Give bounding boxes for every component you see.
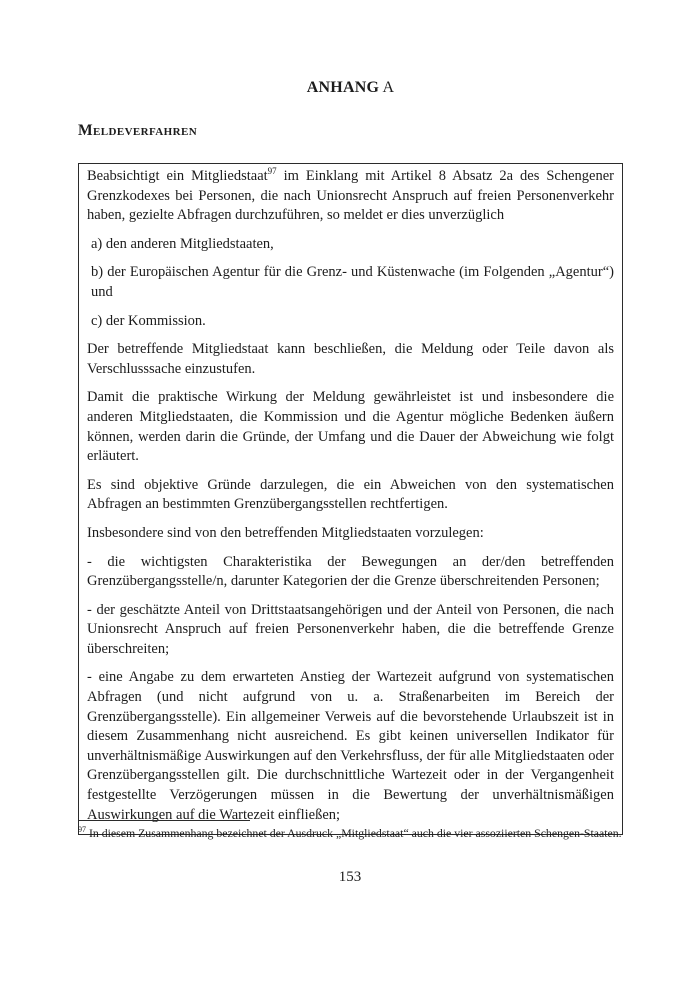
footnote-reference-97: 97 <box>267 166 277 177</box>
dash-item-waiting-time: - eine Angabe zu dem erwarteten Anstieg der Wartezeit aufgrund von systematischen Abfragen (und nicht aufgrund von u. a. Straßenarbeiten im Bereich der Grenzübergangsstelle). Ein allgemeiner Verweis auf die bevorstehende Urlaubszeit ist in diesem Zusammenhang nicht ausreichend. Es gibt keinen universellen Indikator für unverhältnismäßige Auswirkungen auf den Verkehrsfluss, der für alle Mitgliedstaaten oder Grenzübergangsstellen gilt. Die durchschnittliche Wartezeit oder in der Vergangenheit festgestellte Verzögerungen müssen in die Bewertung der unverhältnismäßigen Auswirkungen auf die Wartezeit einfließen; <box>87 669 614 823</box>
footnote-97-text: In diesem Zusammenhang bezeichnet der Ausdruck „Mitgliedstaat“ auch die vier assoziierten Schengen-Staaten. <box>86 826 622 840</box>
list-item-a: a) den anderen Mitgliedstaaten, <box>91 235 274 252</box>
section-heading-meldeverfahren: Meldeverfahren <box>78 122 198 139</box>
footnote-area <box>78 820 623 842</box>
notification-procedure-box <box>78 163 623 835</box>
paragraph-to-submit: Insbesondere sind von den betreffenden Mitgliedstaaten vorzulegen: <box>87 524 484 541</box>
footnote-marker-97: 97 <box>78 825 87 835</box>
footnote-separator <box>78 820 250 821</box>
list-item-c: c) der Kommission. <box>91 312 206 329</box>
page-number: 153 <box>338 869 362 885</box>
footnote-97 <box>78 826 623 842</box>
paragraph-objective-reasons: Es sind objektive Gründe darzulegen, die ein Abweichen von den systematischen Abfragen an bestimmten Grenzübergangsstellen rechtfertigen. <box>87 476 614 513</box>
intro-paragraph <box>87 167 614 226</box>
annex-title-main: ANHANG <box>306 79 380 96</box>
dash-item-characteristics: - die wichtigsten Charakteristika der Bewegungen an der/den betreffenden Grenzübergangsstelle/n, darunter Kategorien der die Grenze überschreitenden Personen; <box>87 553 614 590</box>
list-item-b: b) der Europäischen Agentur für die Grenz- und Küstenwache (im Folgenden „Agentur“) und <box>91 264 614 300</box>
intro-paragraph-post: im Einklang mit Artikel 8 Absatz 2a des Schengener Grenzkodexes bei Personen, die nach Unionsrecht Anspruch auf freien Personenverkehr haben, gezielte Abfragen durchzuführen, so meldet er dies unverzüglich <box>87 168 614 224</box>
dash-item-share-estimate: - der geschätzte Anteil von Drittstaatsangehörigen und der Anteil von Personen, die nach Unionsrecht Anspruch auf freien Personenverkehr haben, die die betreffende Grenze überschreiten; <box>87 601 614 657</box>
intro-paragraph-pre: Beabsichtigt ein Mitgliedstaat <box>87 168 268 184</box>
paragraph-classification: Der betreffende Mitgliedstaat kann beschließen, die Meldung oder Teile davon als Verschlusssache einzustufen. <box>87 341 614 377</box>
paragraph-purpose: Damit die praktische Wirkung der Meldung gewährleistet ist und insbesondere die anderen Mitgliedstaaten, die Kommission und die Agentur mögliche Bedenken äußern können, werden darin die Gründe, der Umfang und die Dauer der Abweichung wie folgt erläutert. <box>87 389 614 465</box>
annex-title-letter: A <box>382 79 395 96</box>
annex-title <box>78 78 623 98</box>
